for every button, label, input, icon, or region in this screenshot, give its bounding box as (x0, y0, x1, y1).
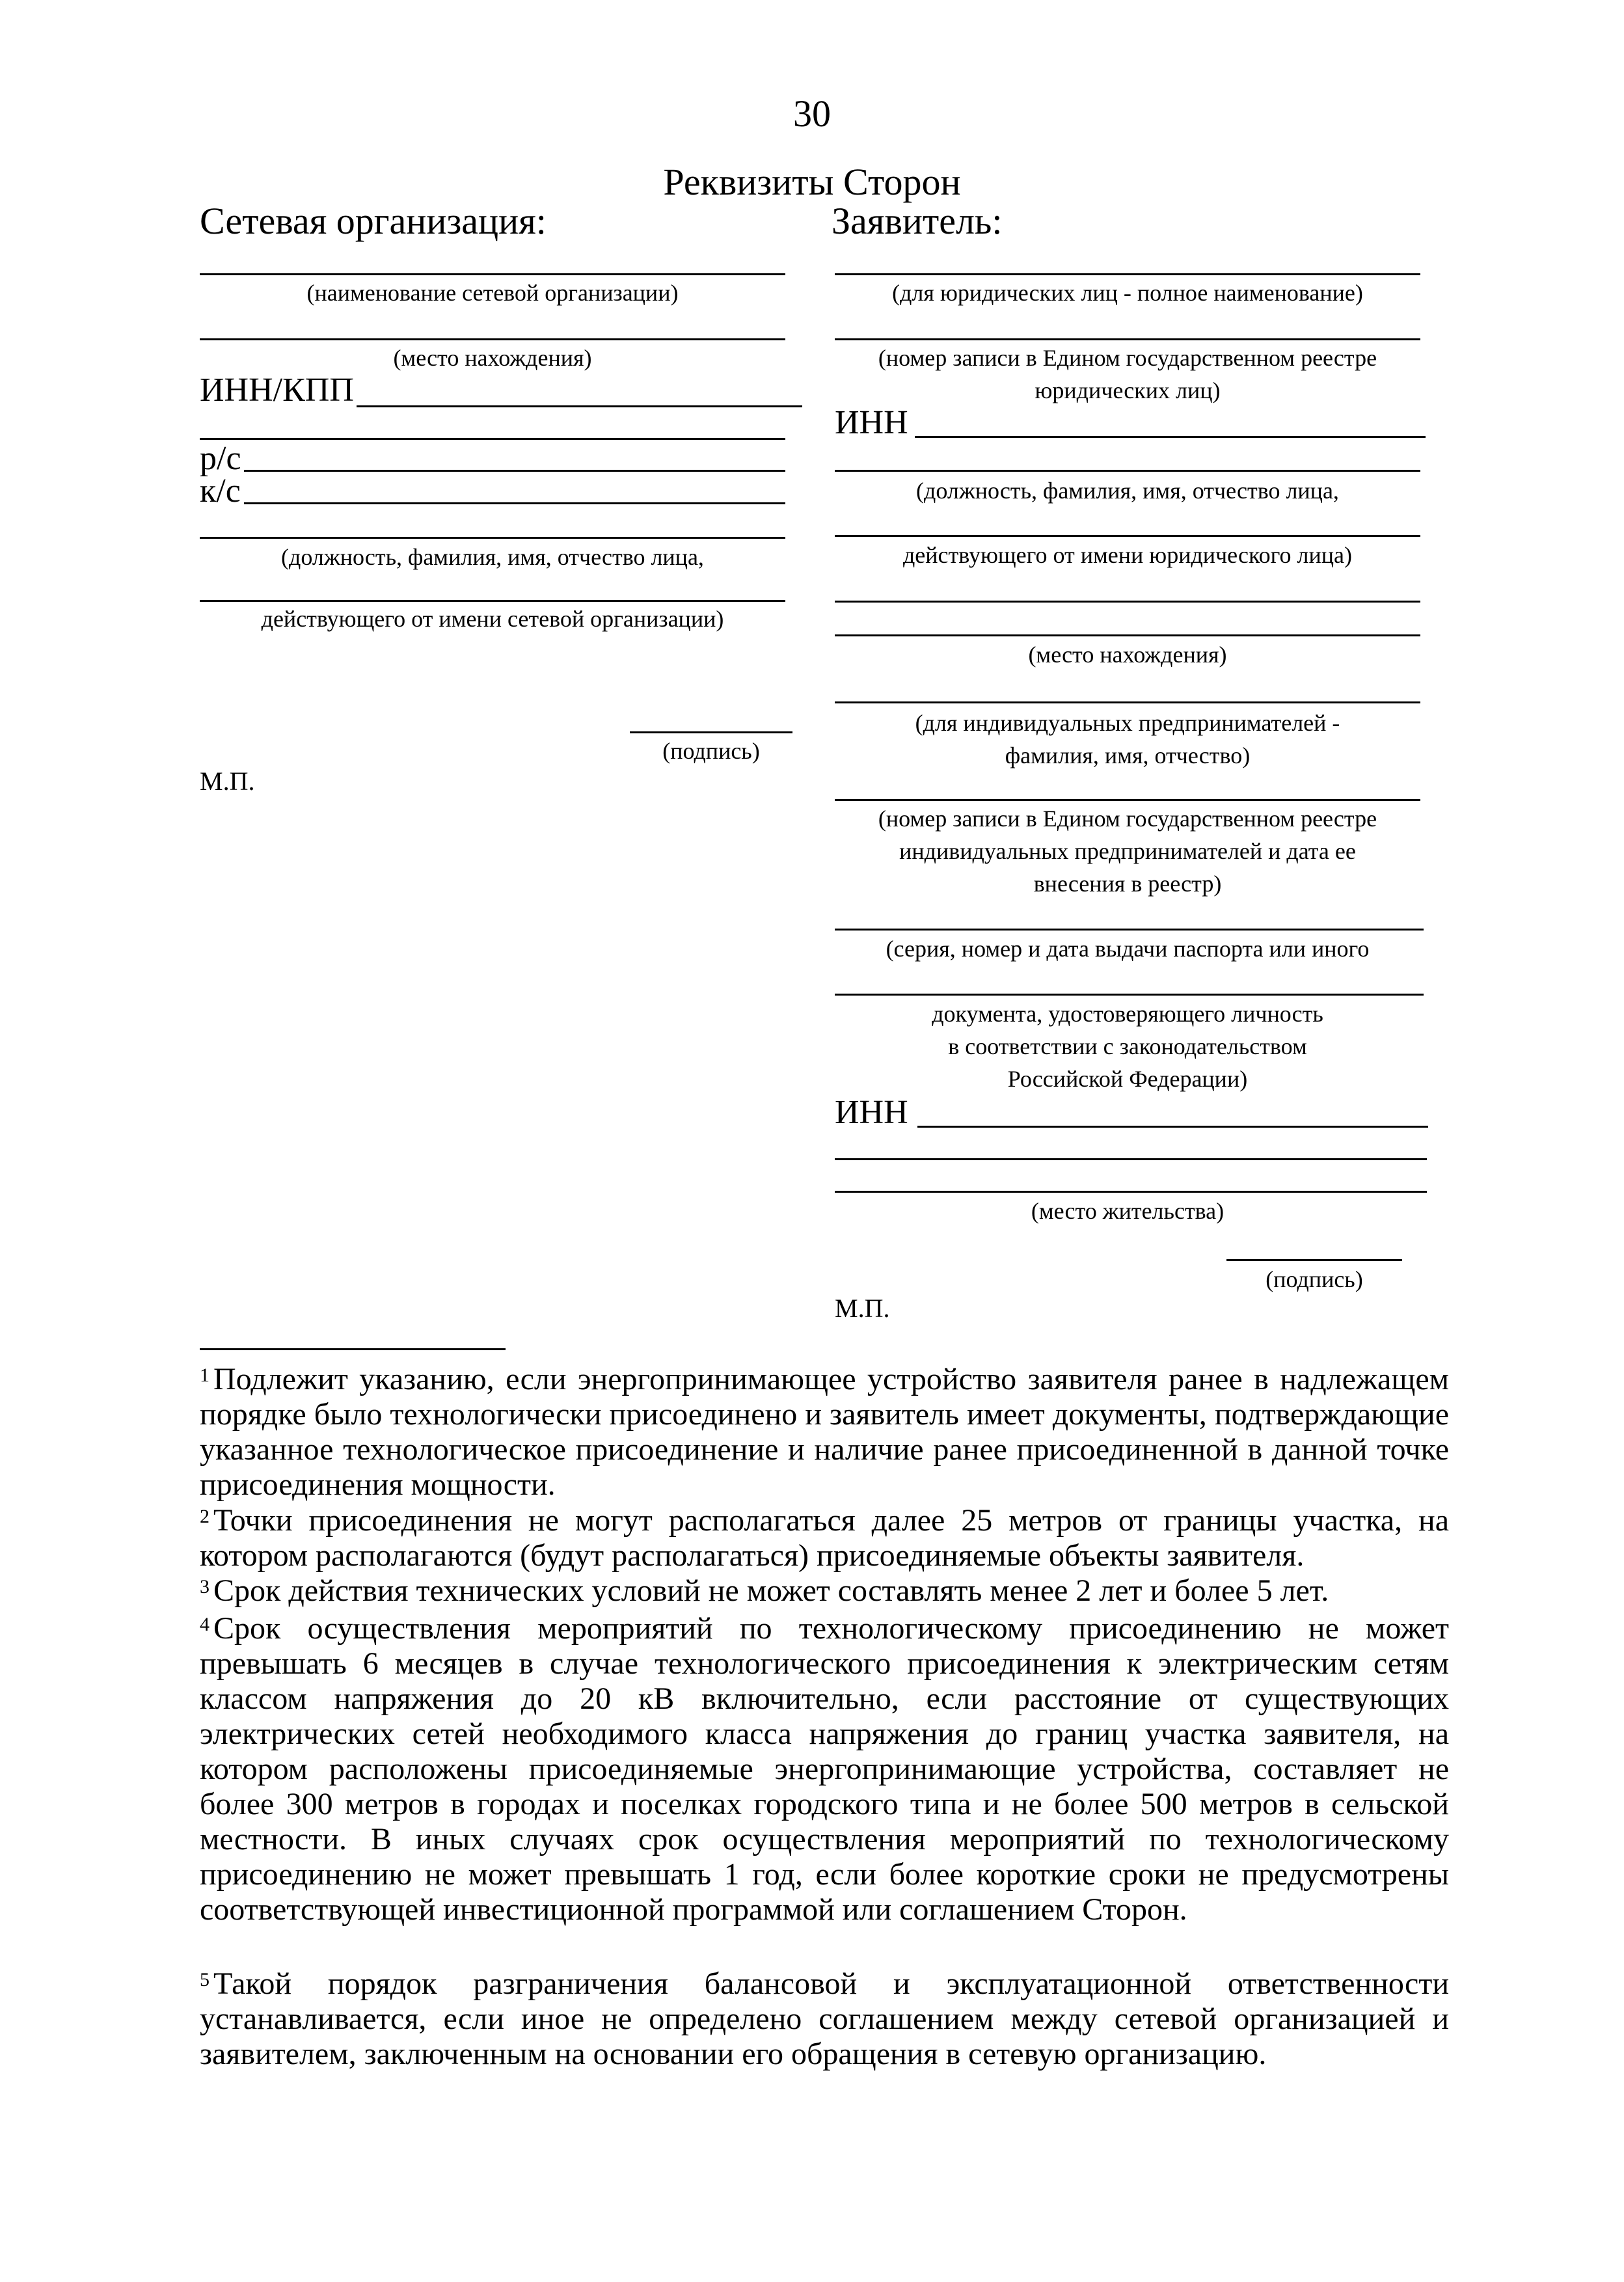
caption-passport-4: Российской Федерации) (1007, 1066, 1248, 1092)
caption-org-name: (наименование сетевой организации) (306, 280, 679, 306)
seal-left: М.П. (200, 767, 255, 796)
inn-label-right-2: ИНН (835, 1094, 908, 1131)
inn-line-right[interactable] (915, 436, 1426, 438)
signature-line-right[interactable] (1226, 1259, 1402, 1261)
inn-kpp-label: ИНН/КПП (200, 372, 354, 409)
footnote-4 (200, 1611, 1449, 1927)
inn-label-right: ИНН (835, 404, 908, 441)
passport-line-2[interactable] (835, 994, 1424, 996)
caption-legal-name: (для юридических лиц - полное наименование) (892, 280, 1363, 306)
footnote-separator (200, 1348, 506, 1350)
footnote-number: 3 (200, 1576, 210, 1597)
footnote-number: 2 (200, 1506, 210, 1527)
page-number: 30 (793, 92, 831, 135)
caption-residence: (место жительства) (1031, 1198, 1225, 1224)
applicant-person-line-1[interactable] (835, 470, 1420, 472)
caption-passport-2: документа, удостоверяющего личность (932, 1001, 1323, 1027)
caption-egrul-1: (номер записи в Едином государственном реестре (878, 345, 1377, 371)
extra-line-left[interactable] (200, 438, 785, 440)
ip-line[interactable] (835, 701, 1420, 703)
caption-egrip-2: индивидуальных предпринимателей и дата ее (899, 838, 1356, 864)
seal-right: М.П. (835, 1294, 890, 1323)
caption-ip-1: (для индивидуальных предпринимателей - (915, 710, 1340, 736)
inn-kpp-line[interactable] (357, 405, 802, 407)
right-heading: Заявитель: (832, 200, 1003, 242)
footnote-3 (200, 1573, 1449, 1609)
footnote-5 (200, 1966, 1449, 2072)
caption-org-location: (место нахождения) (393, 345, 592, 371)
location-line[interactable] (200, 338, 785, 340)
rs-label: р/с (200, 440, 241, 477)
caption-applicant-location: (место нахождения) (1028, 642, 1227, 668)
caption-passport-1: (серия, номер и дата выдачи паспорта или иного (886, 936, 1370, 962)
residence-line-1[interactable] (835, 1158, 1427, 1160)
footnote-text: Такой порядок разграничения балансовой и эксплуатационной ответственности устанавливается, если иное не определено соглашением между сетевой организацией и заявителем, заключенным на основании его обращения в сетевую организацию. (200, 1966, 1449, 2071)
rs-line[interactable] (244, 470, 785, 472)
left-heading: Сетевая организация: (200, 200, 547, 242)
caption-signature-left: (подпись) (662, 738, 760, 764)
footnote-text: Срок действия технических условий не может составлять менее 2 лет и более 5 лет. (213, 1573, 1329, 1608)
applicant-person-line-2[interactable] (835, 535, 1420, 537)
footnote-text: Подлежит указанию, если энергопринимающее устройство заявителя ранее в надлежащем порядке было технологически присоединено и заявитель имеет документы, подтверждающие указанное технологическое присоединение и наличие ранее присоединенной в данной точке присоединения мощности. (200, 1362, 1449, 1502)
passport-line-1[interactable] (835, 929, 1424, 930)
caption-applicant-person-2: действующего от имени юридического лица) (902, 542, 1352, 568)
ks-label: к/с (200, 472, 241, 509)
applicant-location-line-1[interactable] (835, 601, 1420, 603)
caption-egrul-2: юридических лиц) (1035, 377, 1221, 403)
name-line[interactable] (200, 273, 785, 275)
residence-line-2[interactable] (835, 1191, 1427, 1193)
footnote-2 (200, 1503, 1449, 1573)
caption-person-2: действующего от имени сетевой организации) (261, 606, 724, 632)
page-title: Реквизиты Сторон (663, 161, 961, 203)
egrip-line[interactable] (835, 799, 1420, 801)
applicant-location-line-2[interactable] (835, 634, 1420, 636)
caption-applicant-person-1: (должность, фамилия, имя, отчество лица, (916, 478, 1339, 504)
footnote-1 (200, 1362, 1449, 1502)
caption-egrip-1: (номер записи в Едином государственном реестре (878, 806, 1377, 832)
ks-line[interactable] (244, 502, 785, 504)
footnote-number: 5 (200, 1969, 210, 1990)
egrul-line[interactable] (835, 338, 1420, 340)
footnote-text: Срок осуществления мероприятий по технологическому присоединению не может превышать 6 месяцев в случае технологического присоединения к электрическим сетям классом напряжения до 20 кВ включительно, если расстояние от существующих электрических сетей необходимого класса напряжения до границ участка заявителя, на котором расположены присоединяемые энергопринимающие устройства, составляет не более 300 метров в городах и поселках городского типа и не более 500 метров в сельской местности. В иных случаях срок осуществления мероприятий по технологическому присоединению не может превышать 1 год, если более короткие сроки не предусмотрены соответствующей инвестиционной программой или соглашением Сторон. (200, 1611, 1449, 1927)
caption-egrip-3: внесения в реестр) (1033, 871, 1222, 897)
inn-line-right-2[interactable] (917, 1126, 1428, 1128)
caption-passport-3: в соответствии с законодательством (948, 1033, 1307, 1059)
caption-person-1: (должность, фамилия, имя, отчество лица, (281, 544, 704, 570)
footnote-number: 4 (200, 1614, 210, 1635)
signature-line-left[interactable] (630, 731, 792, 733)
caption-signature-right: (подпись) (1265, 1266, 1363, 1292)
person-line-1[interactable] (200, 537, 785, 539)
footnote-text: Точки присоединения не могут располагаться далее 25 метров от границы участка, на котором располагаются (будут располагаться) присоединяемые объекты заявителя. (200, 1503, 1449, 1573)
footnote-number: 1 (200, 1365, 210, 1386)
legal-name-line[interactable] (835, 273, 1420, 275)
caption-ip-2: фамилия, имя, отчество) (1005, 742, 1251, 768)
